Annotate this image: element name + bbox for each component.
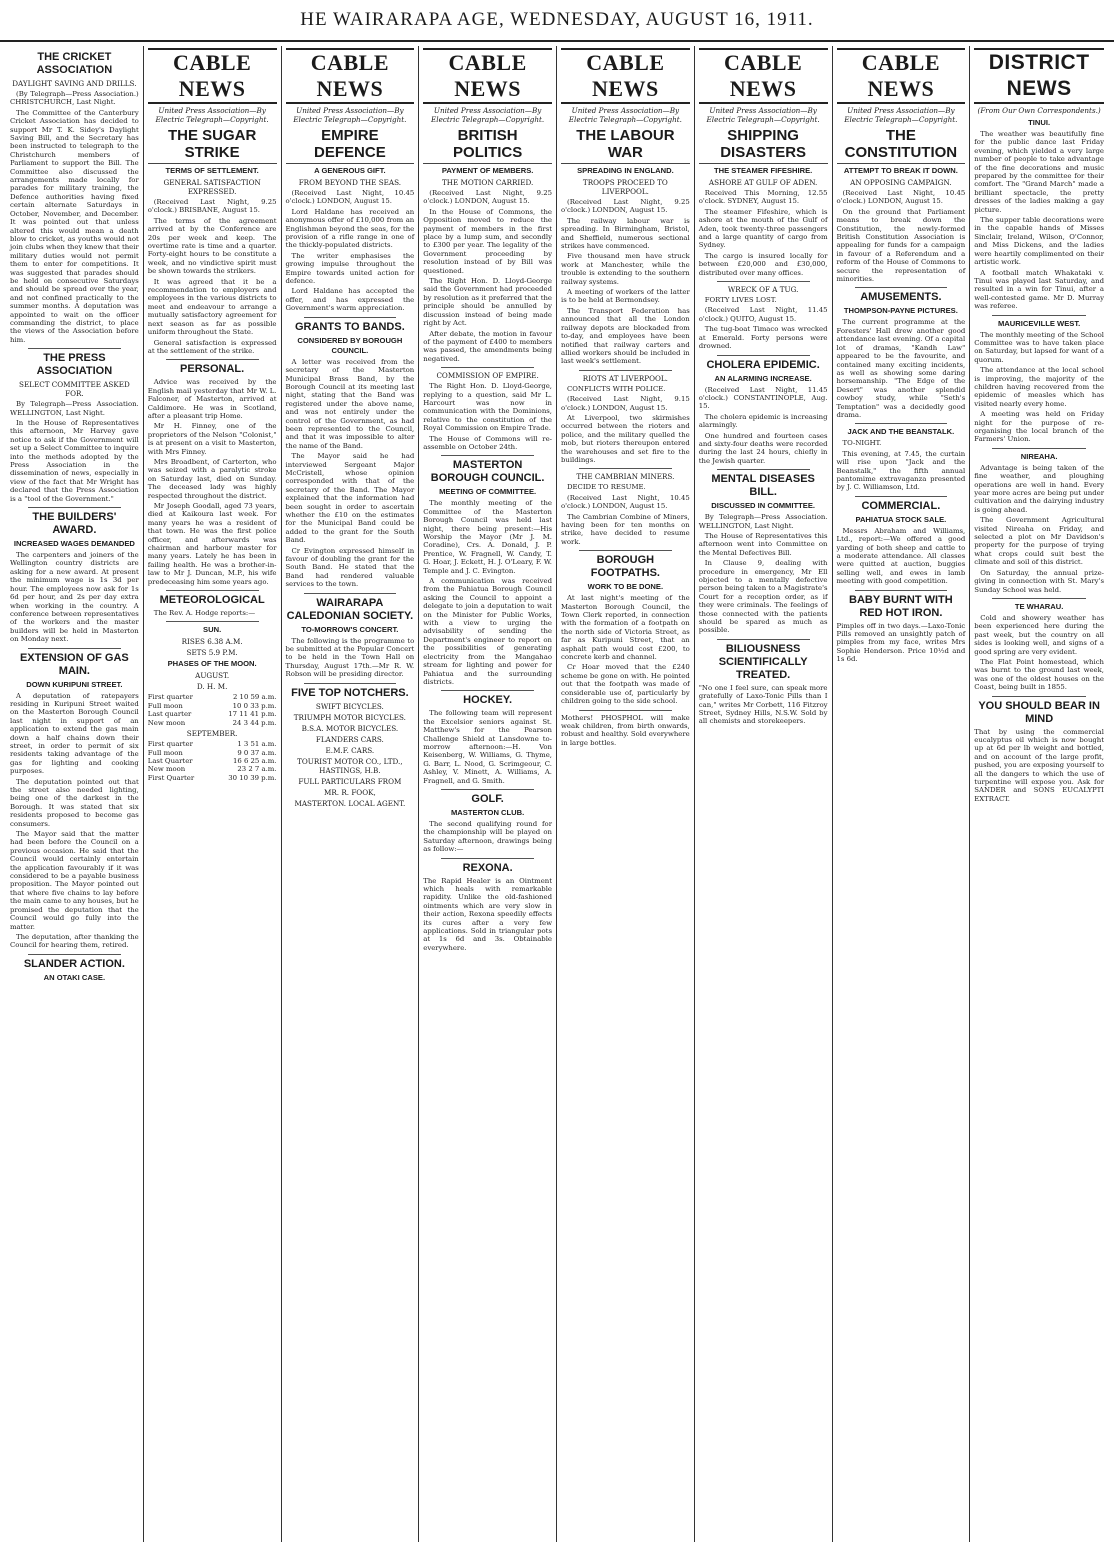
- story-paragraph: The Rev. A. Hodge reports:—: [153, 609, 256, 618]
- news-story: [699, 127, 828, 277]
- story-deck: WRECK OF A TUG.: [727, 285, 799, 295]
- story-paragraph: The Cambrian Combine of Miners, having been for ten months on strike, have decided to resume work.: [561, 512, 690, 546]
- story-paragraph: Lord Haldane has received an anonymous offer of £10,000 from an Englishman beyond the seas, for the provision of a rifle range in one of the thickly-populated districts.: [285, 207, 415, 250]
- story-headline: SHIPPING DISASTERS: [699, 127, 828, 164]
- story-subheading: TE WHARAU.: [1014, 601, 1064, 611]
- story-headline: GOLF.: [471, 792, 504, 805]
- sun-label: SUN.: [203, 625, 222, 635]
- news-story: [423, 694, 552, 785]
- story-divider: [992, 696, 1086, 697]
- story-paragraph: (Received Last Night, 11.45 o'clock.) QUITO, August 15.: [698, 306, 828, 323]
- story-paragraph: TO-NIGHT.: [842, 439, 882, 448]
- advertisement-line: TOURIST MOTOR CO., LTD., HASTINGS, H.B.: [297, 756, 403, 775]
- story-paragraph: In the House of Commons, the Opposition moved to reduce the payment of members in the first place by a lump sum, and secondly to £300 per year. The legality of the Government proceeding by resolution instead of by Bill was questioned.: [423, 207, 552, 275]
- story-subheading: THOMPSON-PAYNE PICTURES.: [843, 306, 958, 316]
- column-4: [419, 46, 557, 1542]
- story-divider: [441, 690, 534, 691]
- moon-phase: Last Quarter: [147, 756, 193, 765]
- story-paragraph: The Transport Federation has announced that all the London railway depots are blockaded from to-day, and employees have been notified that railway carters and allied workers should be included in last week's settlement.: [561, 306, 690, 366]
- news-story: [148, 594, 277, 617]
- moon-phase: First Quarter: [147, 773, 195, 782]
- story-paragraph: (Received Last Night, 9.25 o'clock.) LONDON, August 15.: [561, 198, 690, 215]
- story-paragraph: CONFLICTS WITH POLICE.: [567, 384, 666, 393]
- advertisement-line: FULL PARTICULARS FROM: [298, 776, 402, 786]
- moon-time: 17 11 41 p.m.: [228, 710, 277, 719]
- story-paragraph: In the House of Representatives this afternoon, Mr Harvey gave notice to ask if the Government will set up a Select Committee to inquire into the methods adopted by the Press Association in the dissemination of news, especially in view of the fact that Mr Wright has declared that the Press Association is a "tool of the Government.": [10, 419, 139, 503]
- column-heading: CABLE NEWS: [148, 48, 277, 104]
- story-paragraph: Messrs Abraham and Williams, Ltd., report:—We offered a good yarding of both sheep and cattle to a moderate attendance. All classes were quitted at auction, buggies selling well, and ewes in lamb meeting with good competition.: [836, 526, 966, 586]
- story-paragraph: The cargo is insured locally for between £20,000 and £30,000, distributed over many offices.: [698, 251, 828, 277]
- story-paragraph: At last night's meeting of the Masterton Borough Council, the Town Clerk reported, in connection with the formation of a footpath on the north side of Victoria Street, as far as Kuripuni Street, that an asphalt path would cost £200, to concrete kerb and channel.: [561, 594, 690, 662]
- story-divider: [28, 348, 121, 349]
- story-paragraph: Mr Joseph Goodall, aged 73 years, died at Kaikoura last week. For many years he was a resident of that town. He was the first police officer, and afterwards was chairman and harbour master for many years. Lately he has been in failing health. He was a brother-in-law to Mr J. Duncan, M.P., his wife predeceasing him some years ago.: [147, 502, 277, 586]
- column-1: [6, 46, 144, 1542]
- story-paragraph: The carpenters and joiners of the Wellington country districts are asking for a new award. At present the minimum wage is 1s 3d per hour. The employees now ask for 1s 6d per hour, and 2s per day extra when working in the country. A conference between representatives of the workers and the master builders will be held in Masterton on Monday next.: [10, 551, 139, 644]
- moon-row: [148, 702, 277, 710]
- news-story: [423, 793, 552, 854]
- story-divider: [855, 423, 948, 424]
- story-paragraph: A meeting was held on Friday night for the purpose of re-organising the local branch of the Farmers' Union.: [974, 410, 1104, 444]
- story-divider: [717, 355, 810, 356]
- story-paragraph: The tug-boat Timaco was wrecked at Emerald. Forty persons were drowned.: [698, 325, 828, 351]
- story-paragraph: The House of Commons will re-assemble on October 24th.: [423, 434, 552, 451]
- story-subheading: MASTERTON CLUB.: [450, 807, 525, 817]
- story-deck: THE CAMBRIAN MINERS.: [576, 472, 675, 482]
- story-divider: [855, 287, 948, 288]
- masthead-title: HE WAIRARAPA AGE, WEDNESDAY, AUGUST 16, 1911.: [300, 9, 814, 30]
- story-headline: METEOROLOGICAL: [159, 594, 265, 607]
- story-paragraph: Lord Haldane has accepted the offer, and has expressed the Government's warm appreciation.: [285, 287, 415, 313]
- story-paragraph: Mr H. Finney, one of the proprietors of the Nelson "Colonist," is at present on a visit to Masterton, with Mrs Finney.: [147, 422, 277, 456]
- story-paragraph: Cold and showery weather has been experienced here during the past week, but the country on all sides is looking well, and signs of a good spring are very evident.: [974, 613, 1104, 656]
- story-subheading: MEETING OF COMMITTEE.: [439, 487, 537, 497]
- news-story: [423, 459, 552, 686]
- story-paragraph: Advantage is being taken of the fine weather, and ploughing operations are well in hand. Every year more acres are being put under cultivation and the dairying industry is going ahead.: [974, 463, 1104, 514]
- story-paragraph: The Government Agricultural visited Nireaha on Friday, and selected a plot on Mr Davidson's property for the purpose of trying what crops could suit best the climate and soil of this district.: [974, 516, 1104, 567]
- moon-phase: Full moon: [147, 748, 183, 757]
- column-tail-text: Mothers! PHOSPHOL will make weak children, from birth onwards, robust and healthy. Sold everywhere in large bottles.: [561, 713, 690, 747]
- story-divider: [992, 315, 1086, 316]
- story-deck: FROM BEYOND THE SEAS.: [298, 178, 402, 187]
- column-8: [970, 46, 1108, 1542]
- story-paragraph: The writer emphasises the growing impulse throughout the Empire towards united action for defence.: [285, 251, 415, 286]
- story-divider: [855, 590, 948, 591]
- news-story: [423, 127, 552, 363]
- news-story: [10, 51, 139, 344]
- story-divider: [28, 648, 121, 649]
- story-paragraph: The Committee of the Canterbury Cricket Association has decided to support Mr T. K. Sidey's Daylight Saving Bill, and the Secretary has been instructed to telegraph to the Christchurch members of Parliament to support the Bill. The Committee also discussed the arrangements made locally for parades for military training, the Defence authorities having fixed certain alternate Saturdays in October, November, and December. It was pointed out that unless altered this would mean a death blow to cricket, as youths would not join clubs when they knew that their military duties would not permit them to enter for competitions. It was suggested that parades should be held on consecutive Saturdays and should be spread over the year, and not confined practically to the summer months. A deputation was appointed to wait on the officer commanding the district, to place the views of the Association before him.: [10, 108, 139, 344]
- moon-row: [148, 765, 277, 773]
- wire-credit: United Press Association—By Electric Telegraph—Copyright.: [568, 106, 682, 124]
- wire-credit: United Press Association—By Electric Telegraph—Copyright.: [155, 106, 269, 124]
- story-subheading: ATTEMPT TO BREAK IT DOWN.: [843, 166, 958, 175]
- story-deck: RIOTS AT LIVERPOOL.: [582, 373, 668, 383]
- advertisement-line: E.M.F. CARS.: [325, 745, 375, 755]
- story-divider: [992, 598, 1086, 599]
- column-tail-text: That by using the commercial eucalyptus oil which is now bought up at 6d per lb weight and bottled, and on account of the large profit, pushed, you are exposing yourself to all the dangers to which the use of turpentine will expose you. Ask for SANDER and SONS EUCALYPTI EXTRACT.: [974, 727, 1104, 803]
- moon-time: 23 2 7 a.m.: [237, 765, 277, 774]
- sun-rises: RISES 6.38 A.M.: [181, 637, 243, 647]
- story-headline: THE SUGAR STRIKE: [148, 127, 277, 164]
- advertisement-line: MR. R. FOOK,: [324, 787, 376, 797]
- story-subheading: PAYMENT OF MEMBERS.: [441, 166, 534, 175]
- story-paragraph: Cr Evington expressed himself in favour of doubling the grant for the South Band. He stated that the Band had rendered valuable services to the town.: [285, 546, 415, 589]
- story-paragraph: The Flat Point homestead, which was burnt to the ground last week, was one of the oldest houses on the Coast, being built in 1855.: [974, 657, 1104, 692]
- meteorology-block: [148, 625, 277, 782]
- story-subheading: A GENEROUS GIFT.: [314, 166, 386, 175]
- moon-row: [148, 749, 277, 757]
- story-paragraph: The Right Hon. D. Lloyd-George said the Government had proceeded by resolution as it preferred that the principle should be annulled by discussion instead of being made right by Act.: [423, 277, 552, 328]
- news-story: [286, 127, 415, 313]
- story-paragraph: The railway labour war is spreading. In Birmingham, Bristol, and Sheffield, numerous sectional strikes have commenced.: [561, 216, 690, 251]
- advertisement-headline: BABY BURNT WITH RED HOT IRON.: [849, 593, 953, 619]
- column-heading: CABLE NEWS: [699, 48, 828, 104]
- story-paragraph: The Mayor said he had interviewed Sergeant Major McCristell, whose opinion corresponded with that of the secretary of the Band. The Mayor explained that the information had been sought in order to ascertain whether the £10 on the estimates for the Municipal Band could be added to the grant for the South Band.: [285, 452, 415, 545]
- story-paragraph: The deputation pointed out that the street also needed lighting, being one of the darkest in the Borough. It was stated that six residents proposed to become gas consumers.: [10, 777, 139, 828]
- moon-time: 1 3 51 a.m.: [237, 740, 277, 749]
- story-paragraph: By Telegraph—Press Association. WELLINGTON, Last Night.: [10, 400, 139, 417]
- story-paragraph: By Telegraph—Press Association. WELLINGTON, Last Night.: [698, 513, 828, 530]
- story-paragraph: This evening, at 7.45, the curtain will rise upon "Jack and the Beanstalk," the fifth annual pantomime extravaganza presented by J. C. Williamson, Ltd.: [836, 449, 966, 492]
- story-paragraph: Received This Morning, 12.55 o'clock. SYDNEY, August 15.: [698, 189, 828, 206]
- story-headline: MENTAL DISEASES BILL.: [711, 473, 815, 499]
- story-headline: COMMERCIAL.: [861, 499, 941, 512]
- story-headline: AMUSEMENTS.: [860, 291, 942, 304]
- story-paragraph: (Received Last Night, 9.15 o'clock.) LONDON, August 15.: [561, 395, 690, 412]
- moon-time: 9 0 37 a.m.: [237, 748, 277, 757]
- story-headline: THE PRESS ASSOCIATION: [36, 352, 113, 378]
- moon-phase: Full moon: [147, 701, 183, 710]
- story-paragraph: The Right Hon. D. Lloyd-George, replying to a question, said Mr L. Harcourt was now in communication with the Dominions, relative to the constitution of the Royal Commission on Empire Trade.: [423, 382, 552, 433]
- story-headline: BOROUGH FOOTPATHS.: [590, 554, 660, 580]
- moon-phase: New moon: [147, 765, 186, 774]
- news-story: [837, 291, 966, 419]
- news-story: [286, 597, 415, 679]
- story-divider: [992, 448, 1086, 449]
- story-headline: THE LABOUR WAR: [561, 127, 690, 164]
- story-deck: COMMISSION OF EMPIRE.: [436, 371, 539, 381]
- moon-time: 10 0 33 p.m.: [232, 701, 277, 710]
- story-divider: [304, 317, 397, 318]
- story-paragraph: (Received Last Night, 9.25 o'clock.) BRISBANE, August 15.: [147, 198, 277, 215]
- story-paragraph: One hundred and fourteen cases and sixty-four deaths were recorded during the last 24 hours, chiefly in the Jewish quarter.: [698, 431, 828, 465]
- story-subheading: TINUI.: [1028, 118, 1051, 127]
- news-story: [837, 427, 966, 491]
- story-paragraph: It was agreed that it be a recommendation to employers and employees in the various districts to meet and endeavour to arrange a mutually satisfactory agreement for next season as far as possible uniform throughout the State.: [147, 277, 277, 337]
- news-story: [561, 472, 690, 546]
- story-subheading: THE STEAMER FIFESHIRE.: [713, 166, 813, 175]
- moon-month: SEPTEMBER.: [186, 729, 238, 739]
- advertisement-line: TRIUMPH MOTOR BICYCLES.: [293, 712, 406, 722]
- story-divider: [166, 359, 259, 360]
- moon-row: [148, 719, 277, 727]
- column-heading: CABLE NEWS: [286, 48, 415, 104]
- story-deck: ASHORE AT GULF OF ADEN.: [708, 178, 818, 187]
- wire-credit: (From Our Own Correspondents.): [977, 106, 1101, 115]
- story-divider: [717, 469, 810, 470]
- story-divider: [304, 683, 397, 684]
- moon-time: 30 10 39 p.m.: [228, 773, 277, 782]
- story-divider: [717, 281, 810, 282]
- story-subheading: DOWN KURIPUNI STREET.: [26, 679, 123, 689]
- story-paragraph: Cr Hoar moved that the £240 scheme be gone on with. He pointed out that the footpath was made of considerable use of, particularly by children going to the side school.: [561, 663, 690, 706]
- moon-row: [148, 740, 277, 748]
- news-story: [837, 500, 966, 586]
- story-paragraph: General satisfaction is expressed at the settlement of the strike.: [147, 338, 277, 355]
- story-divider: [441, 858, 534, 859]
- story-headline: THE CRICKET ASSOCIATION: [36, 51, 113, 76]
- story-paragraph: The weather was beautifully fine for the public dance last Friday evening, which yielded a very large number of people to take advantage of the fine decorations and music prepared by the committee for their comfort. The "Grand March" made a brilliant spectacle, the pretty dresses of the ladies making a gay picture.: [974, 130, 1104, 214]
- story-paragraph: (Received Last Night, 9.25 o'clock.) LONDON, August 15.: [423, 189, 552, 206]
- news-story: [148, 127, 277, 355]
- story-paragraph: A deputation of ratepayers residing in Kuripuni Street waited on the Masterton Borough Council last night in support of an application to extend the gas main down a half chains down their street, in order to permit of six residents taking advantage of the gas for lighting and cooking purposes.: [10, 691, 139, 776]
- news-story: [10, 652, 139, 950]
- story-paragraph: The House of Representatives this afternoon went into Committee on the Mental Defectives Bill.: [698, 531, 828, 557]
- story-paragraph: Mrs Broadbent, of Carterton, who was seized with a paralytic stroke on Saturday last, died on Sunday. The deceased lady was highly respected throughout the district.: [147, 457, 277, 500]
- story-divider: [166, 621, 259, 622]
- column-6: [695, 46, 833, 1542]
- story-paragraph: The current programme at the Foresters' Hall drew another good attendance last evening. Of a capital lot of dramas, "Kandh Law" appeared to be the favourite, and contained many exciting incidents, as well as showing some daring horsemanship. "The Edge of the Desert" was another splendid cowboy study, while "Seth's Temptation" was a decidedly good drama.: [836, 318, 966, 419]
- moon-phase: Last quarter: [147, 710, 192, 719]
- story-divider: [441, 455, 534, 456]
- story-divider: [579, 370, 672, 371]
- story-paragraph: FORTY LIVES LOST.: [704, 296, 777, 305]
- story-divider: [28, 954, 121, 955]
- story-paragraph: Advice was received by the English mail yesterday that Mr W. L. Falconer, of Masterton, arrived at Caldimore. He was in Scotland, after a pleasant trip Home.: [147, 378, 277, 420]
- story-headline: EXTENSION OF GAS MAIN.: [19, 651, 129, 677]
- moon-phase: First quarter: [147, 740, 193, 749]
- story-deck: SELECT COMMITTEE ASKED FOR.: [19, 380, 130, 399]
- wire-credit: United Press Association—By Electric Telegraph—Copyright.: [293, 106, 407, 124]
- advertisement-headline: FIVE TOP NOTCHERS.: [291, 686, 409, 699]
- news-story: [561, 374, 690, 465]
- sun-sets: SETS 5.9 P.M.: [186, 648, 238, 658]
- moon-row: [148, 693, 277, 701]
- story-divider: [441, 367, 534, 368]
- wire-credit: United Press Association—By Electric Telegraph—Copyright.: [706, 106, 820, 124]
- story-divider: [579, 468, 672, 469]
- wire-credit: United Press Association—By Electric Telegraph—Copyright.: [431, 106, 545, 124]
- story-deck: AN OPPOSING CAMPAIGN.: [850, 178, 952, 187]
- story-paragraph: The cholera epidemic is increasing alarmingly.: [698, 412, 828, 430]
- page-columns: [6, 46, 1108, 1542]
- news-story: [561, 554, 690, 705]
- story-paragraph: The Mayor said that the matter had been before the Council on a previous occasion. He said that the Council would certainly entertain the application favourably if it was considered to be a payable business proposition. The Mayor pointed out that where five chains to lay before the main came to any houses, but he promised the deputation that the Council would go fully into the matter.: [10, 830, 139, 931]
- news-story: [837, 127, 966, 283]
- moon-time: 24 3 44 p.m.: [232, 718, 277, 727]
- story-deck: DAYLIGHT SAVING AND DRILLS.: [12, 79, 137, 88]
- column-tail-headline: BILIOUSNESS SCIENTIFICALLY TREATED.: [718, 642, 808, 681]
- column-tail-text: "No one I feel sure, can speak more gratefully of Laxo-Tonic Pills than I can," writes Mr Corbett, 116 Fitzroy Street, Sydney Hills, N.S.W. Sold by all chemists and storekeepers.: [698, 683, 828, 726]
- story-deck: THE MOTION CARRIED.: [441, 178, 534, 187]
- story-paragraph: The attendance at the local school is improving, the majority of the children having recovered from the epidemic of measles which has visited nearly every home.: [974, 366, 1104, 408]
- story-subheading: PAHIATUA STOCK SALE.: [855, 514, 947, 524]
- story-paragraph: After debate, the motion in favour of the payment of £400 to members was passed, the amendments being negatived.: [423, 329, 552, 363]
- story-paragraph: (Received Last Night, 11.45 o'clock.) CONSTANTINOPLE, Aug. 15.: [698, 385, 828, 411]
- story-paragraph: A meeting of workers of the latter is to be held at Bermondsey.: [561, 288, 690, 305]
- news-story: [699, 285, 828, 350]
- column-tail-text: The Rapid Healer is an Ointment which heals with remarkable rapidity. Unlike the old-fashioned ointments which are very slow in their action, Rexona speedily effects its cures after a very few applications. Sold in triangular pots at 1s 6d and 3s. Obtainable everywhere.: [423, 876, 552, 952]
- story-headline: GRANTS TO BANDS.: [294, 320, 405, 333]
- story-divider: [304, 593, 397, 594]
- news-story: [974, 602, 1104, 692]
- news-story: [974, 319, 1104, 444]
- story-paragraph: DECIDE TO RESUME.: [567, 483, 646, 492]
- story-divider: [717, 639, 810, 640]
- story-deck: TROOPS PROCEED TO LIVERPOOL.: [582, 178, 668, 196]
- column-heading: CABLE NEWS: [561, 48, 690, 104]
- story-paragraph: (Received Last Night, 10.45 o'clock.) LONDON, August 15.: [836, 189, 966, 206]
- news-story: [561, 127, 690, 366]
- story-headline: HOCKEY.: [463, 694, 513, 707]
- story-paragraph: (By Telegraph—Press Association.) CHRISTCHURCH, Last Night.: [10, 90, 139, 107]
- story-paragraph: (Received Last Night, 10.45 o'clock.) LONDON, August 15.: [285, 189, 415, 206]
- story-subheading: NIREAHA.: [1020, 451, 1058, 461]
- story-paragraph: The terms of the agreement arrived at by the Conference are 20s per week and keep. The overtime rate is time and a quarter. Forty-eight hours to be constitute a week, and no vindictive spirit must be shown towards the strikers.: [147, 216, 277, 276]
- story-paragraph: The monthly meeting of the Committee of the Masterton Borough Council was held last night, there being present:—His Worship the Mayor (Mr J. M. Coradine), Crs. A. Donald, J. P. Prentice, W. Fragnell, W. Candy, T. G. Hoar, J. Eckett, H. J. O'Leary, F. W. Temple and J. C. Evington.: [423, 499, 552, 575]
- story-paragraph: (Received Last Night, 10.45 o'clock.) LONDON, August 15.: [561, 493, 690, 511]
- story-subheading: SPREADING IN ENGLAND.: [577, 166, 674, 175]
- story-paragraph: In Clause 9, dealing with procedure in emergency, Mr Ell objected to a mentally defective person being taken to a Magistrate's Court for a reception order, as if they were criminals. The feelings of those connected with the patients should be spared as much as possible.: [698, 559, 828, 635]
- story-headline: BRITISH POLITICS: [423, 127, 552, 164]
- news-story: [974, 452, 1104, 594]
- column-5: [557, 46, 695, 1542]
- story-paragraph: On Saturday, the annual prize-giving in connection with St. Mary's Sunday School was held.: [974, 568, 1104, 594]
- moon-row: [148, 710, 277, 718]
- story-divider: [28, 507, 121, 508]
- story-divider: [855, 496, 948, 497]
- news-story: [10, 511, 139, 643]
- masthead: [0, 0, 1114, 42]
- column-heading: CABLE NEWS: [423, 48, 552, 104]
- story-paragraph: The monthly meeting of the School Committee was to have taken place on Saturday, but lapsed for want of a quorum.: [974, 330, 1104, 364]
- moon-row: [148, 757, 277, 765]
- advertisement-line: B.S.A. MOTOR BICYCLES.: [301, 723, 399, 733]
- story-paragraph: At Liverpool, two skirmishes occurred between the rioters and police, and the military quelled the mob, but rioters thereupon entered the warehouses and set fire to the buildings.: [561, 413, 690, 464]
- column-heading: CABLE NEWS: [837, 48, 966, 104]
- moon-time: 16 6 25 a.m.: [232, 756, 277, 765]
- column-tail-subheading: AN OTAKI CASE.: [43, 972, 106, 982]
- story-divider: [166, 590, 259, 591]
- moon-month: AUGUST.: [195, 671, 230, 681]
- story-paragraph: The following team will represent the Excelsior seniors against St. Matthew's for the Pearson Challenge Shield at Lansdowne to-morrow afternoon:—H. Von Keisenberg, W. Williams, G. Thyme, G. Barr, L. Nood, G. Scrimgeour, C. Ashley, V. Minett, A. Williams, A. Fragnell, and G. Smith.: [423, 709, 552, 785]
- advertisement-line: FLANDERS CARS.: [315, 734, 384, 744]
- story-subheading: AN ALARMING INCREASE.: [714, 373, 812, 383]
- story-subheading: INCREASED WAGES DEMANDED: [13, 539, 135, 549]
- column-7: [833, 46, 971, 1542]
- wire-credit: United Press Association—By Electric Telegraph—Copyright.: [844, 106, 958, 124]
- news-story: [699, 473, 828, 635]
- story-headline: THE CONSTITUTION: [837, 127, 966, 164]
- moon-phase: First quarter: [147, 693, 193, 702]
- column-tail-headline: REXONA.: [462, 861, 513, 874]
- column-3: [282, 46, 420, 1542]
- story-subheading: MAURICEVILLE WEST.: [997, 318, 1081, 328]
- story-paragraph: The supper table decorations were in the capable hands of Misses Sinclair, Ireland, Wilson, O'Connor, and Miss Dickens, and the ladies were heartily complimented on their artistic work.: [974, 216, 1104, 267]
- story-subheading: JACK AND THE BEANSTALK.: [847, 427, 955, 437]
- story-paragraph: The second qualifying round for the championship will be played on Saturday afternoon, drawings being as follow:—: [423, 819, 552, 854]
- moon-columns: D. H. M.: [196, 682, 228, 692]
- advertisement-line: MASTERTON. LOCAL AGENT.: [294, 798, 406, 808]
- story-subheading: TO-MORROW'S CONCERT.: [301, 624, 399, 634]
- story-paragraph: The following is the programme to be submitted at the Popular Concert to be held in the Town Hall on Thursday, August 17th.—Mr R. W. Robson will be presiding director.: [285, 636, 415, 679]
- story-paragraph: Five thousand men have struck work at Manchester, while the trouble is extending to the southern railway systems.: [561, 252, 690, 286]
- column-tail-headline: SLANDER ACTION.: [23, 957, 125, 970]
- column-heading: DISTRICT NEWS: [974, 48, 1104, 104]
- news-story: [148, 363, 277, 586]
- moon-time: 2 10 59 a.m.: [232, 693, 277, 702]
- story-headline: EMPIRE DEFENCE: [286, 127, 415, 164]
- news-story: [974, 118, 1104, 311]
- advertisement-line: SWIFT BICYCLES.: [315, 701, 384, 711]
- story-paragraph: A football match Whakataki v. Tinui was played last Saturday, and resulted in a win for Tinui, after a well-contested game. Mr D. Murray was referee.: [974, 268, 1104, 311]
- story-subheading: CONSIDERED BY BOROUGH COUNCIL.: [297, 335, 403, 355]
- column-tail-text: Pimples off in two days.—Laxo-Tonic Pills removed an unsightly patch of pimples from my face, writes Mrs Sophie Henderson. Price 10½d and 1s 6d.: [836, 621, 966, 664]
- column-2: [144, 46, 282, 1542]
- story-paragraph: The deputation, after thanking the Council for hearing them, retired.: [10, 932, 139, 950]
- news-story: [286, 321, 415, 589]
- story-deck: GENERAL SATISFACTION EXPRESSED.: [163, 178, 261, 196]
- news-story: [423, 371, 552, 451]
- story-subheading: TERMS OF SETTLEMENT.: [165, 166, 259, 175]
- story-divider: [579, 550, 672, 551]
- story-divider: [579, 710, 672, 711]
- moon-phase: New moon: [147, 718, 186, 727]
- story-headline: WAIRARAPA CALEDONIAN SOCIETY.: [286, 596, 414, 622]
- story-divider: [441, 789, 534, 790]
- story-paragraph: A communication was received from the Pahiatua Borough Council asking the Council to appoint a delegate to join a deputation to wait on the Minister for Public Works, with a view to urging the advisability of sending the Department's engineer to report on the possibilities of generating electricity from the Mangahao stream for lighting and power for Pahiatua and the surrounding districts.: [423, 577, 552, 686]
- story-headline: CHOLERA EPIDEMIC.: [706, 358, 820, 371]
- story-headline: THE BUILDERS' AWARD.: [32, 511, 117, 537]
- news-story: [10, 352, 139, 503]
- story-paragraph: On the ground that Parliament means to break down the Constitution, the newly-formed British Constitution Association is appealing for funds for a campaign in favour of a Referendum and a reform of the House of Commons to secure the representation of minorities.: [836, 207, 966, 284]
- story-headline: PERSONAL.: [180, 363, 245, 376]
- story-headline: MASTERTON BOROUGH COUNCIL.: [430, 459, 545, 485]
- story-subheading: DISCUSSED IN COMMITTEE.: [711, 501, 816, 511]
- moon-row: [148, 774, 277, 782]
- moon-label: PHASES OF THE MOON.: [167, 659, 257, 669]
- news-story: [699, 359, 828, 466]
- story-paragraph: A letter was received from the secretary of the Masterton Municipal Brass Band, by the Borough Council at its meeting last night, stating that the Band was registered under the above name, and was not entirely under the control of the Government, as had been represented to the Council, and that it was impossible to alter the name of the Band.: [285, 357, 415, 450]
- story-subheading: WORK TO BE DONE.: [587, 582, 664, 592]
- column-tail-headline: YOU SHOULD BEAR IN MIND: [978, 699, 1100, 725]
- story-paragraph: The steamer Fifeshire, which is ashore at the mouth of the Gulf of Aden, took twenty-three passengers and a large quantity of cargo from Sydney.: [698, 207, 828, 250]
